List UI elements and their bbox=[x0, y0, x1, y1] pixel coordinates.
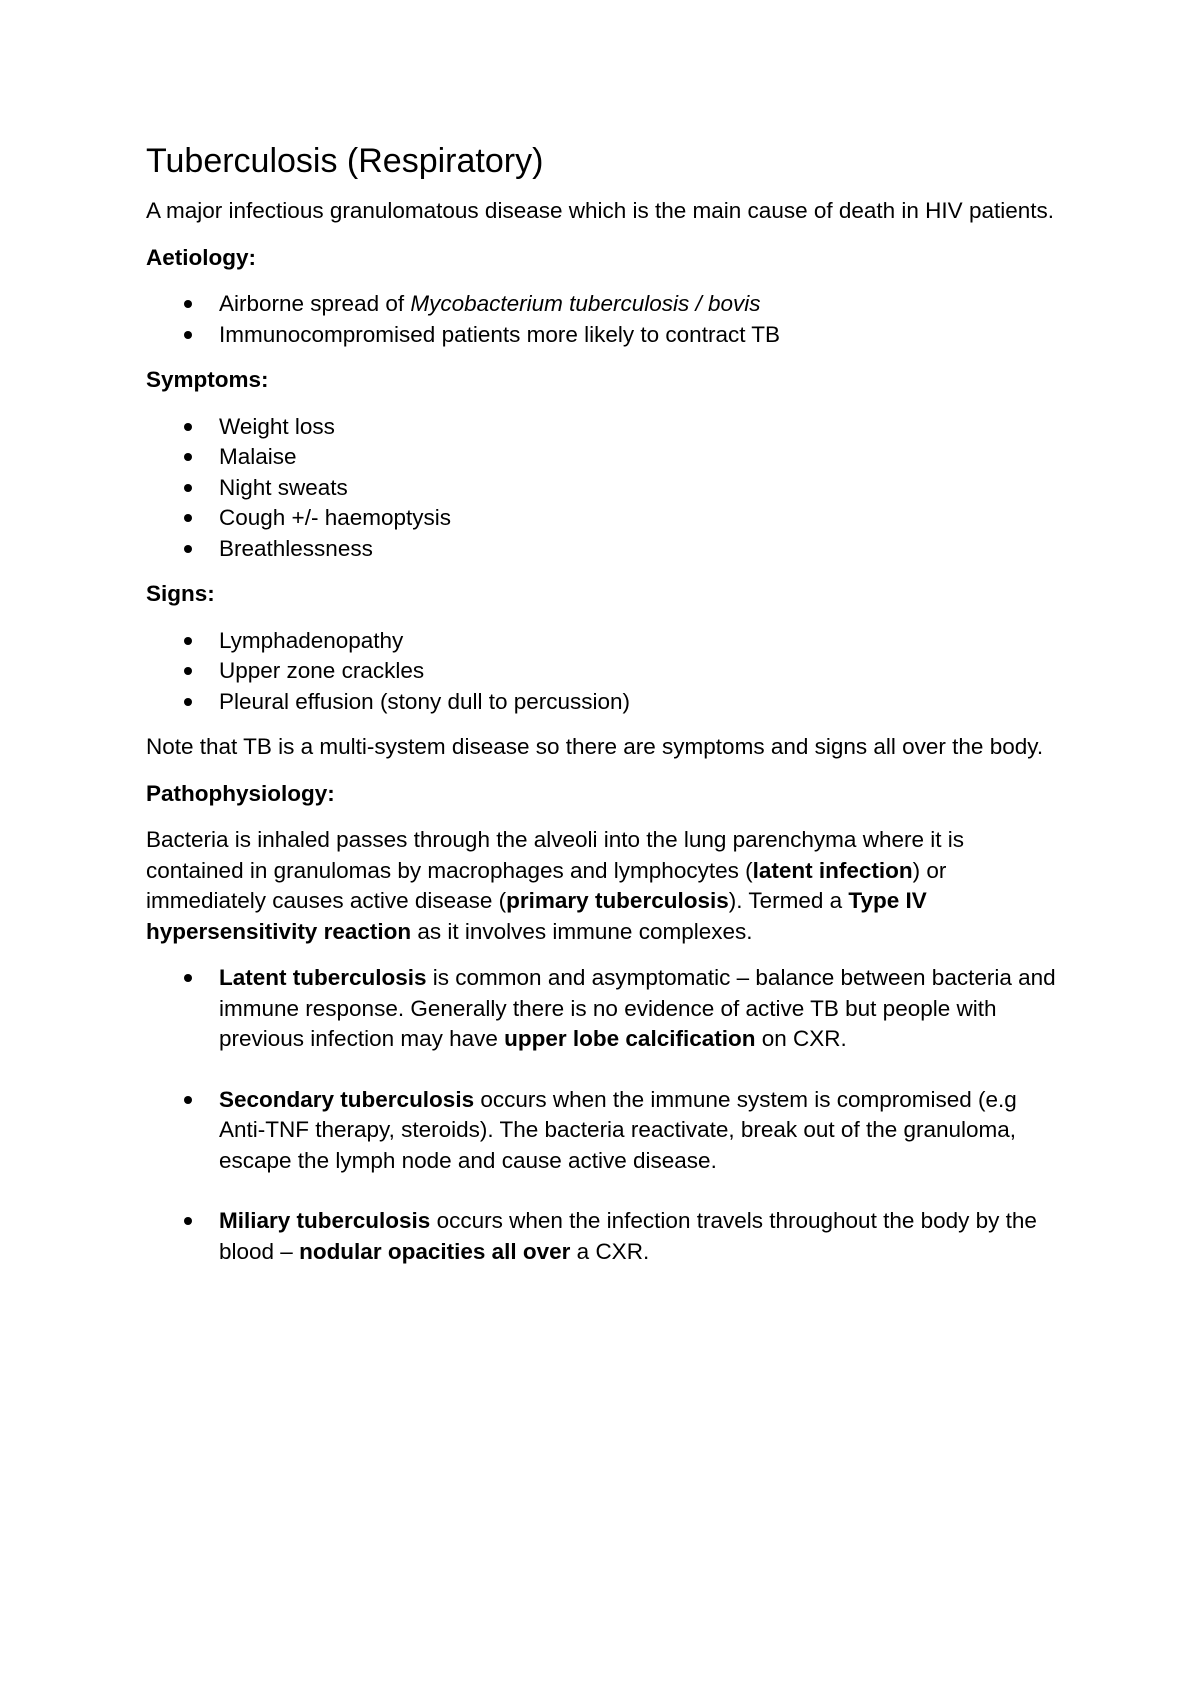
list-item: Pleural effusion (stony dull to percussion) bbox=[146, 687, 1066, 718]
signs-list bbox=[146, 626, 1066, 718]
signs-heading: Signs: bbox=[146, 581, 215, 606]
list-item: Airborne spread of Mycobacterium tuberculosis / bovis bbox=[146, 289, 1066, 320]
page-title: Tuberculosis (Respiratory) bbox=[146, 142, 544, 180]
intro-paragraph: A major infectious granulomatous disease which is the main cause of death in HIV patients. bbox=[146, 198, 1054, 223]
list-item: Lymphadenopathy bbox=[146, 626, 1066, 657]
pathophysiology-heading: Pathophysiology: bbox=[146, 780, 335, 806]
list-item: Night sweats bbox=[146, 473, 1066, 504]
organism-name: Mycobacterium tuberculosis / bovis bbox=[410, 291, 761, 316]
note-paragraph: Note that TB is a multi-system disease so there are symptoms and signs all over the body. bbox=[146, 734, 1044, 759]
pathophysiology-paragraph: Bacteria is inhaled passes through the alveoli into the lung parenchyma where it is contained in granulomas by macrophages and lymphocytes (latent infection) or immediately causes active disease (primary tuberculosis). Termed a Type IV hypersensitivity reaction as it involves immune complexes. bbox=[146, 827, 964, 944]
list-item: Cough +/- haemoptysis bbox=[146, 503, 1066, 534]
document-page bbox=[146, 140, 1066, 1297]
symptoms-heading: Symptoms: bbox=[146, 367, 269, 392]
miliary-tb-item: Miliary tuberculosis occurs when the infection travels throughout the body by the blood – nodular opacities all over a CXR. bbox=[146, 1206, 1066, 1267]
latent-tb-item: Latent tuberculosis is common and asymptomatic – balance between bacteria and immune response. Generally there is no evidence of active TB but people with previous infection may have upper lobe calcification on CXR. bbox=[146, 963, 1066, 1055]
list-item: Upper zone crackles bbox=[146, 656, 1066, 687]
symptoms-list bbox=[146, 412, 1066, 565]
aetiology-list bbox=[146, 289, 1066, 350]
secondary-tb-item: Secondary tuberculosis occurs when the immune system is compromised (e.g Anti-TNF therapy, steroids). The bacteria reactivate, break out of the granuloma, escape the lymph node and cause active disease. bbox=[146, 1085, 1066, 1177]
list-item: Weight loss bbox=[146, 412, 1066, 443]
list-item: Malaise bbox=[146, 442, 1066, 473]
tb-forms-list bbox=[146, 963, 1066, 1267]
list-item: Immunocompromised patients more likely to contract TB bbox=[146, 320, 1066, 351]
list-item: Breathlessness bbox=[146, 534, 1066, 565]
aetiology-heading: Aetiology: bbox=[146, 244, 256, 270]
